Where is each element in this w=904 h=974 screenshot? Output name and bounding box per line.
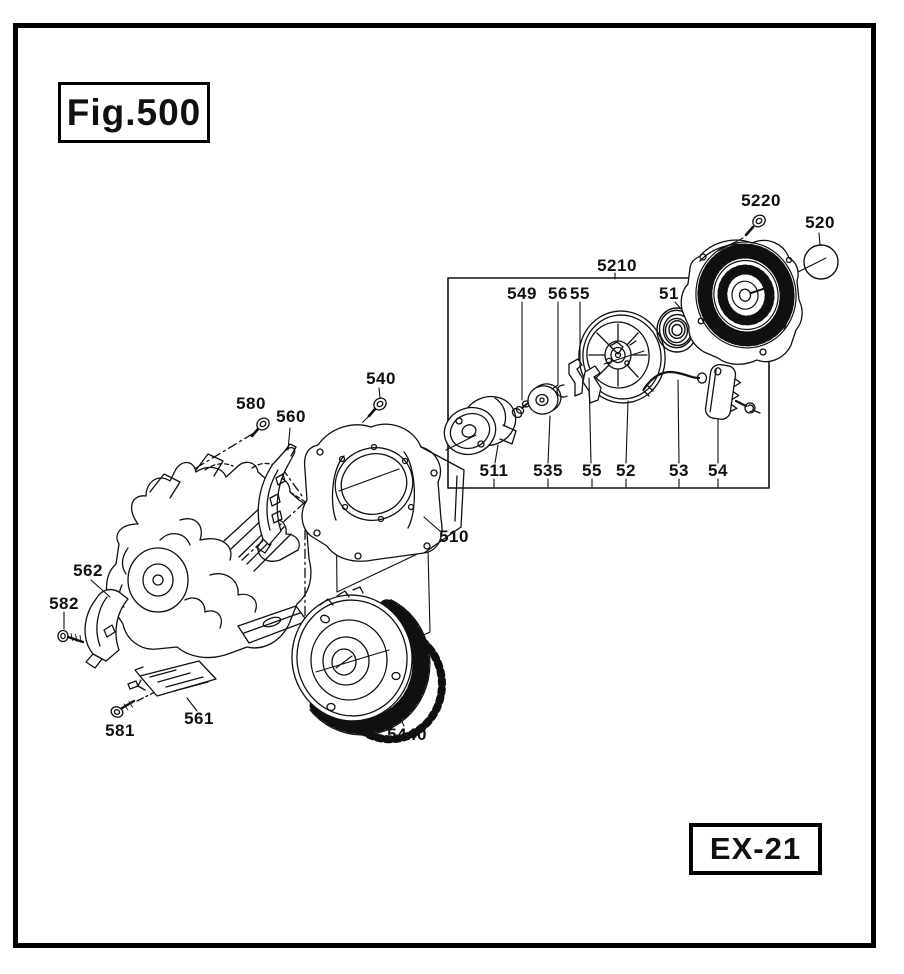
part-label-51: 51 bbox=[659, 284, 679, 303]
part-label-55-top: 55 bbox=[570, 284, 590, 303]
baffle-plate-560 bbox=[257, 444, 296, 553]
part-label-5210: 5210 bbox=[597, 256, 637, 275]
part-label-535: 535 bbox=[533, 461, 563, 480]
bolt-582 bbox=[58, 631, 83, 643]
part-label-581: 581 bbox=[105, 721, 135, 740]
part-label-54: 54 bbox=[708, 461, 728, 480]
rope-reel-52 bbox=[572, 304, 673, 410]
part-label-540: 540 bbox=[366, 369, 396, 388]
screw-5220 bbox=[746, 213, 767, 235]
part-label-582: 582 bbox=[49, 594, 79, 613]
bolt-549 bbox=[511, 401, 530, 419]
guard-plate-561 bbox=[128, 661, 216, 696]
part-label-561: 561 bbox=[184, 709, 214, 728]
part-label-510: 510 bbox=[439, 527, 469, 546]
starter-housing bbox=[681, 234, 804, 364]
starter-handle-54 bbox=[704, 363, 760, 421]
part-label-55-bottom: 55 bbox=[582, 461, 602, 480]
bolt-581 bbox=[109, 701, 134, 719]
part-label-562: 562 bbox=[73, 561, 103, 580]
part-label-560: 560 bbox=[276, 407, 306, 426]
part-label-549: 549 bbox=[507, 284, 537, 303]
part-label-5440: 5440 bbox=[387, 725, 427, 744]
figure-number-label: Fig.500 bbox=[66, 91, 202, 133]
model-code-box bbox=[689, 823, 822, 875]
part-label-520: 520 bbox=[805, 213, 835, 232]
part-label-5220: 5220 bbox=[741, 191, 781, 210]
starter-cup-511 bbox=[437, 389, 523, 462]
guard-plate-562 bbox=[85, 590, 128, 668]
friction-plate-535 bbox=[525, 381, 564, 418]
part-label-511: 511 bbox=[479, 461, 509, 480]
model-code-label: EX-21 bbox=[709, 831, 802, 866]
part-label-56: 56 bbox=[548, 284, 568, 303]
assembly-circle-520 bbox=[798, 245, 838, 279]
part-label-580: 580 bbox=[236, 394, 266, 413]
figure-number-box bbox=[58, 82, 210, 143]
bolt-580 bbox=[252, 416, 272, 436]
flywheel-5440 bbox=[284, 587, 442, 739]
part-label-53: 53 bbox=[669, 461, 689, 480]
part-label-52: 52 bbox=[616, 461, 636, 480]
